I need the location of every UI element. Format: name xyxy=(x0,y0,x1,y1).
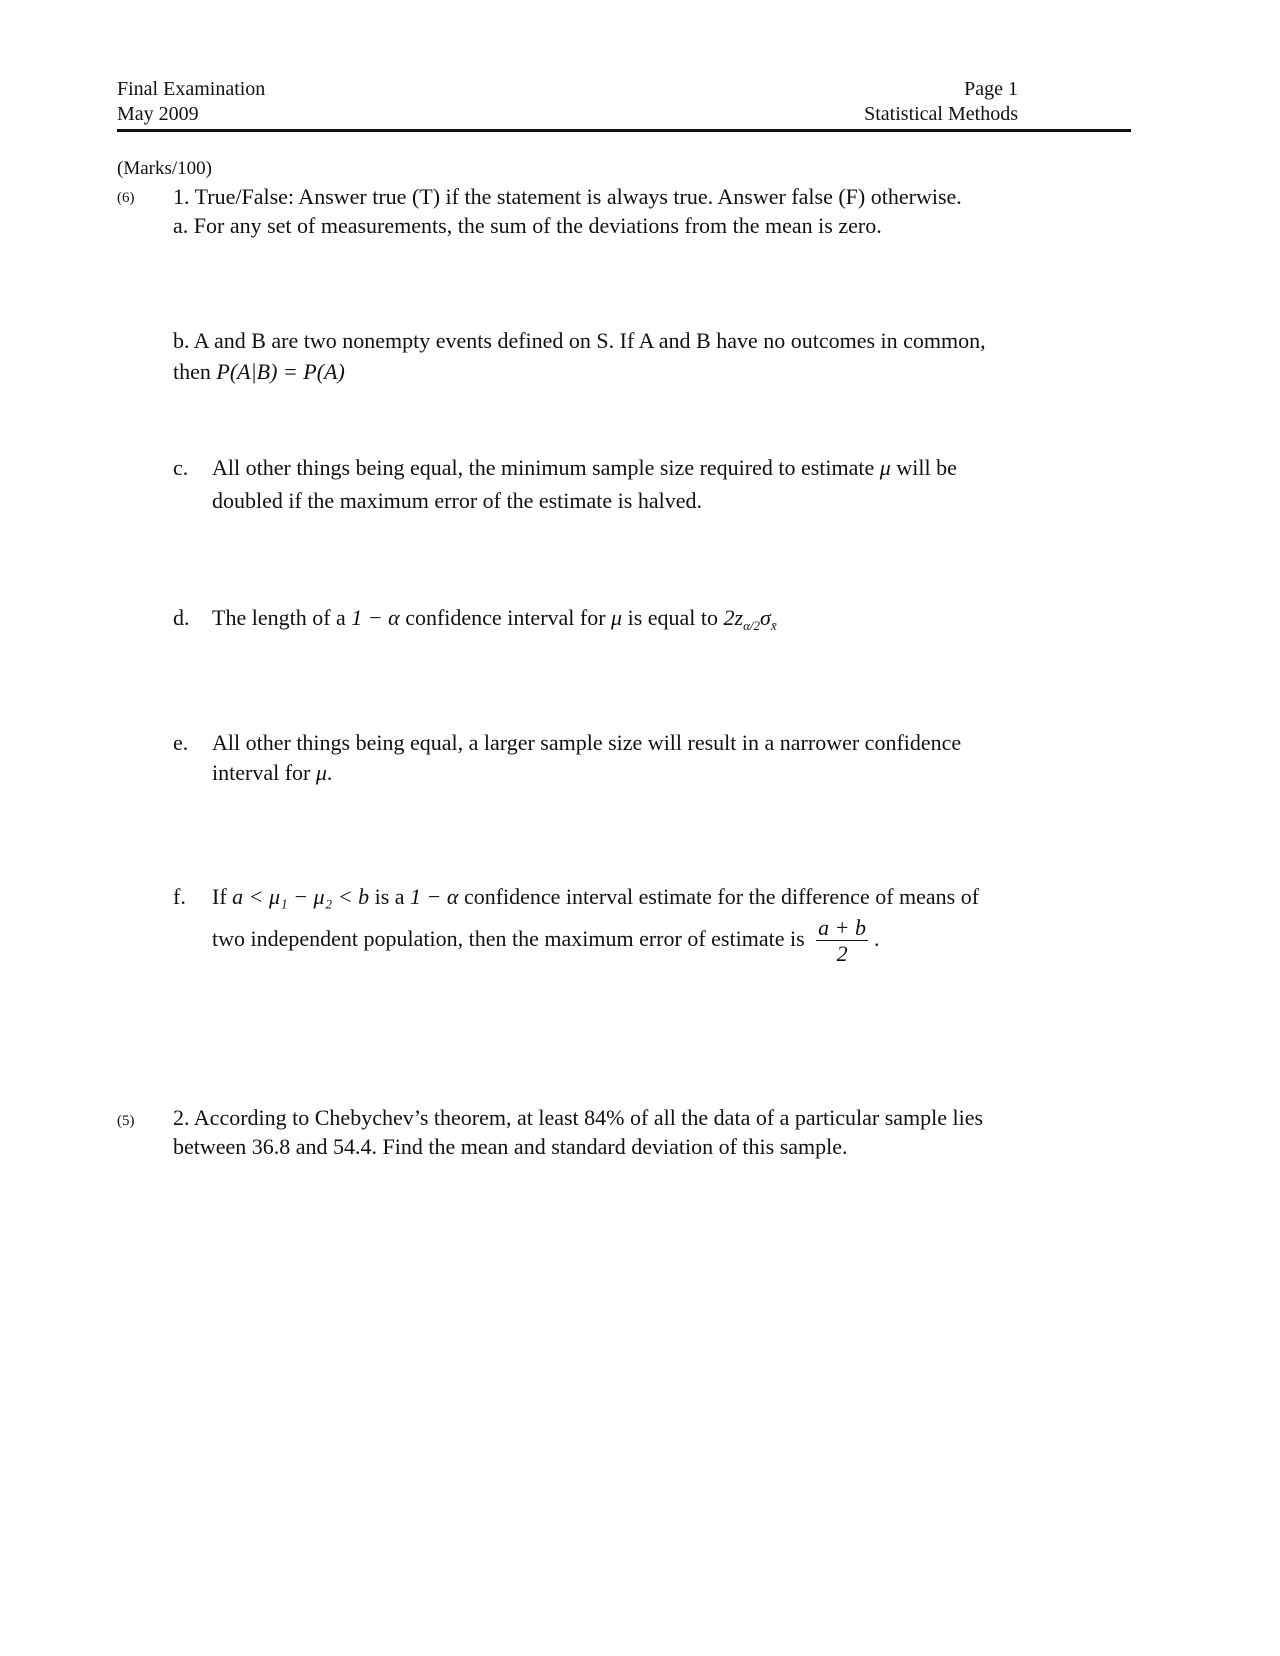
sigma-symbol: σ xyxy=(760,605,771,630)
sigma-subscript: x̄ xyxy=(770,618,777,633)
question1-f-label: f. xyxy=(173,884,186,909)
confidence-level: 1 − α xyxy=(351,605,400,630)
question1-prompt: 1. True/False: Answer true (T) if the statement is always true. Answer false (F) otherwise. xyxy=(173,184,962,209)
question1-c-text: All other things being equal, the minimum sample size required to estimate xyxy=(212,455,875,480)
question1-d-text: The length of a xyxy=(212,605,346,630)
page-number: Page 1 xyxy=(964,78,1018,100)
course-name: Statistical Methods xyxy=(864,103,1018,125)
mu-symbol: μ xyxy=(879,455,891,480)
question1-b-line1: b. A and B are two nonempty events defined on S. If A and B have no outcomes in common, xyxy=(173,328,986,353)
z-subscript: α/2 xyxy=(743,618,761,633)
question1-f-is-a: is a xyxy=(374,884,405,909)
question1-d-line xyxy=(212,605,777,634)
z-symbol: 2z xyxy=(723,605,744,630)
question1-a: a. For any set of measurements, the sum of the deviations from the mean is zero. xyxy=(173,213,882,238)
question1-b-formula: P(A|B) = P(A) xyxy=(216,359,345,384)
question2-marks: (5) xyxy=(117,1113,135,1129)
question1-c-label: c. xyxy=(173,455,189,480)
question1-e-text: interval for xyxy=(212,760,311,785)
question1-f-text2: two independent population, then the maximum error of estimate is xyxy=(212,925,805,951)
question1-d-text-mid: confidence interval for xyxy=(405,605,606,630)
question1-f-if: If xyxy=(212,884,227,909)
question1-c-line2: doubled if the maximum error of the estimate is halved. xyxy=(212,488,702,513)
question1-b-then: then xyxy=(173,359,211,384)
header-rule xyxy=(117,129,1131,132)
question1-c-text-end: will be xyxy=(896,455,957,480)
question1-d-label: d. xyxy=(173,605,190,630)
question1-b-line2 xyxy=(173,359,345,385)
question1-f-line2 xyxy=(212,915,880,967)
question2-line2: between 36.8 and 54.4. Find the mean and standard deviation of this sample. xyxy=(173,1134,848,1159)
max-error-fraction xyxy=(816,915,868,967)
fraction-denominator: 2 xyxy=(836,941,848,967)
question1-c-line1 xyxy=(212,455,957,481)
fraction-numerator: a + b xyxy=(818,915,866,940)
mu-symbol: μ xyxy=(611,605,623,630)
confidence-level: 1 − α xyxy=(410,884,459,909)
interval-length-formula xyxy=(723,605,777,633)
question2-line1: 2. According to Chebychev’s theorem, at least 84% of all the data of a particular sample lies xyxy=(173,1105,984,1130)
question1-f-line1 xyxy=(212,884,979,910)
question1-f-period: . xyxy=(874,925,880,951)
marks-total: (Marks/100) xyxy=(117,158,212,179)
question1-e-line1: All other things being equal, a larger sample size will result in a narrower confidence xyxy=(212,730,962,755)
question1-f-text: confidence interval estimate for the difference of means of xyxy=(463,884,980,909)
question1-e-label: e. xyxy=(173,730,189,755)
question1-e-period: . xyxy=(326,760,333,785)
question1-e-line2 xyxy=(212,760,332,786)
header-title: Final Examination xyxy=(117,78,266,100)
question1-d-text-mid2: is equal to xyxy=(627,605,719,630)
header-date: May 2009 xyxy=(117,103,199,125)
difference-inequality: a < μ₁ − μ₂ < b xyxy=(232,884,370,909)
mu-symbol: μ xyxy=(315,760,327,785)
question1-marks: (6) xyxy=(117,190,135,206)
